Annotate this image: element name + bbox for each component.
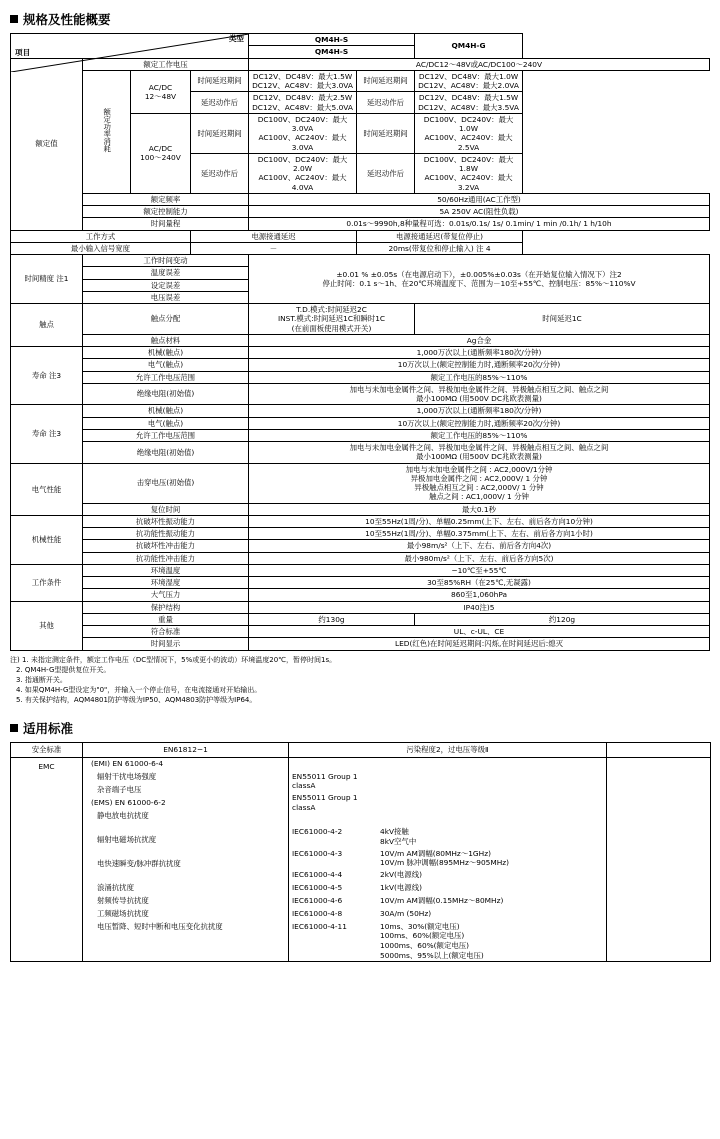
cell-vib-resist: 10至55Hz(1周/分)、单幅0.25mm(上下、左右、前后各方向10分钟) (249, 515, 710, 527)
emc-item: 静电放电抗扰度 (97, 810, 149, 820)
emc-value: 10V/m AM调幅(0.15MHz〜80MHz) (380, 895, 504, 905)
footnote-1: 注) 1. 未指定测定条件，额定工作电压（DC型情况下，5%或更小的波动）环境温度20℃，暂停时间1s。 (10, 655, 337, 664)
cell-power-g-3: DC100V、DC240V：最大1.0W AC100V、AC240V：最大2.5VA (415, 113, 523, 153)
standards-table (10, 742, 711, 962)
row-label-elec-life-1: 电气(触点) (83, 359, 249, 371)
cell-min-input-g: 20ms(带复位和停止输入) 注 4 (357, 242, 523, 254)
emc-item: 辐射干扰电场强度 (97, 771, 157, 781)
cell-reset-time: 最大0.1秒 (249, 503, 710, 515)
row-label-vib-resist: 抗破坏性振动能力 (83, 515, 249, 527)
bullet-square-icon-2 (10, 724, 18, 732)
footnote-2: 2. QM4H-G型提供复位开关。 (16, 665, 111, 674)
row-label-rated-working-voltage: 额定工作电压 (83, 58, 249, 70)
cell-contact-material: Ag合金 (249, 334, 710, 346)
row-label-contact-alloc: 触点分配 (83, 304, 249, 335)
row-label-shock-resist: 抗破坏性冲击能力 (83, 540, 249, 552)
label-after-delay-2: 延迟动作后 (191, 153, 249, 193)
footnotes (10, 655, 710, 706)
cell-time-range: 0.01s〜9990h,8种量程可选：0.01s/0.1s/ 1s/ 0.1min/ 1 min /0.1h/ 1 h/10h (249, 218, 710, 230)
emc-code: IEC61000-4-8 (292, 908, 343, 918)
corner-bottom-label: 项目 (15, 48, 31, 58)
emc-code: IEC61000-4-5 (292, 882, 343, 892)
row-label-work-time-var: 工作时间变动 (83, 255, 249, 267)
row-label-other: 其他 (11, 601, 83, 650)
cell-standards: UL、c-UL、CE (249, 626, 710, 638)
row-label-mech-life-2: 机械(触点) (83, 405, 249, 417)
row-label-elec-life-2: 电气(触点) (83, 417, 249, 429)
cell-time-accuracy (249, 255, 710, 304)
emc-item: 浪涌抗扰度 (97, 882, 134, 892)
cell-power-g-1: DC12V、DC48V：最大1.0W DC12V、AC48V：最大2.0VA (415, 70, 523, 92)
header-corner-cell (11, 34, 249, 59)
cell-work-mode-g: 电源接通延迟(带复位停止) (357, 230, 523, 242)
emc-item: 工频磁场抗扰度 (97, 908, 149, 918)
row-label-contact-material: 触点材料 (83, 334, 249, 346)
row-label-indicator: 时间显示 (83, 638, 249, 650)
emc-code: EN55011 Group 1 classA (292, 771, 358, 791)
std-blank-col (607, 757, 711, 962)
emc-value: 1kV(电源线) (380, 882, 422, 892)
cell-weight-s: 约130g (249, 613, 415, 625)
std-header-blank (607, 743, 711, 758)
emc-value: 10V/m AM调幅(80MHz〜1GHz) 10V/m 脉冲调幅(895MHz〜905MHz) (380, 848, 510, 868)
row-label-mech-perf: 机械性能 (11, 515, 83, 564)
cell-contact-alloc-s: T.D.模式:时间延迟2C INST.模式:时间延迟1C和瞬时1C (在前面板使用模式开关) (249, 304, 415, 335)
row-label-reset-time: 复位时间 (83, 503, 249, 515)
row-label-standards: 符合标准 (83, 626, 249, 638)
label-during-delay-1g: 时间延迟期间 (357, 70, 415, 92)
cell-atm: 860至1,060hPa (249, 589, 710, 601)
row-label-min-input: 最小输入信号宽度 (11, 242, 191, 254)
cell-indicator: LED(红色)在时间延迟期间:闪烁,在时间延迟后:熄灭 (249, 638, 710, 650)
emc-item: (EMS) EN 61000-6-2 (91, 797, 166, 807)
row-label-time-range: 时间量程 (83, 218, 249, 230)
spec-table (10, 33, 710, 651)
cell-shock-func: 最小980m/s²（上下、左右、前后各方向5次) (249, 552, 710, 564)
row-label-weight: 重量 (83, 613, 249, 625)
row-label-set-error: 设定误差 (83, 279, 249, 291)
emc-item: (EMI) EN 61000-6-4 (91, 758, 164, 768)
model-header-g: QM4H-G (415, 34, 523, 59)
row-label-rated-power: 额定功率消耗 (83, 70, 131, 193)
cell-power-g-4: DC100V、DC240V：最大1.8W AC100V、AC240V：最大3.2VA (415, 153, 523, 193)
row-label-work-mode: 工作方式 (11, 230, 191, 242)
cell-weight-g: 约120g (415, 613, 710, 625)
cell-power-s-1: DC12V、DC48V：最大1.5W DC12V、AC48V：最大3.0VA (249, 70, 357, 92)
row-label-contact: 触点 (11, 304, 83, 347)
cell-allow-volt-1: 额定工作电压的85%〜110% (249, 371, 710, 383)
row-label-rated-ctrl: 额定控制能力 (83, 206, 249, 218)
row-label-allow-volt-2: 允许工作电压范围 (83, 429, 249, 441)
row-label-mech-life-1: 机械(触点) (83, 347, 249, 359)
row-label-life-1: 寿命 注3 (11, 347, 83, 405)
emc-item: 电压暂降、短时中断和电压变化抗扰度 (97, 921, 223, 931)
cell-breakdown: 加电与未加电金属件之间 : AC2,000V/1分钟 异极加电金属件之间 : AC2,000V/ 1 分钟 异极触点相互之间 : AC2,000V/ 1 分钟 触点之间 : AC1,000V/ 1 分钟 (249, 463, 710, 503)
cell-power-s-2: DC12V、DC48V：最大2.5W DC12V、AC48V：最大5.0VA (249, 92, 357, 114)
cell-mech-life-1: 1,000万次以上(通断频率180次/分钟) (249, 347, 710, 359)
row-label-rated-freq: 额定频率 (83, 193, 249, 205)
model-header-s-2: QM4H-S (249, 46, 415, 58)
row-label-work-cond: 工作条件 (11, 564, 83, 601)
footnote-4: 4. 如果QM4H-G型设定为"0"，并输入一个停止信号，在电流接通对开始输出。 (16, 685, 262, 694)
emc-value: 2kV(电源线) (380, 869, 422, 879)
row-label-insulation-1: 绝缘电阻(初始值) (83, 383, 249, 405)
emc-value (377, 771, 606, 792)
cell-rated-working-voltage: AC/DC12〜48V或AC/DC100〜240V (249, 58, 710, 70)
label-after-delay-2g: 延迟动作后 (357, 153, 415, 193)
row-label-temp-error: 温度误差 (83, 267, 249, 279)
corner-top-label: 类型 (228, 34, 244, 43)
emc-code (289, 813, 377, 826)
model-header-s: QM4H-S (249, 34, 415, 46)
row-label-insulation-2: 绝缘电阻(初始值) (83, 442, 249, 464)
row-label-rated-value: 额定值 (11, 58, 83, 230)
footnote-5: 5. 有关保护结构，AQM4801防护等级为IP50、AQM4803防护等级为IP64。 (16, 696, 257, 705)
cell-contact-alloc-g: 时间延迟1C (415, 304, 710, 335)
emc-item: 射频传导抗扰度 (97, 895, 149, 905)
row-label-life-2: 寿命 注3 (11, 405, 83, 463)
accuracy-line-1: ±0.01 % ±0.05s（在电源启动下），±0.005%±0.03s（在开始复位输入情况下）注2 (336, 269, 622, 279)
emc-code (289, 758, 377, 771)
row-label-atm: 大气压力 (83, 589, 249, 601)
cell-shock-resist: 最小98m/s²（上下、左右、前后各方向4次) (249, 540, 710, 552)
cell-power-s-4: DC100V、DC240V：最大2.0W AC100V、AC240V：最大4.0VA (249, 153, 357, 193)
label-after-delay-1: 延迟动作后 (191, 92, 249, 114)
label-during-delay-2: 时间延迟期间 (191, 113, 249, 153)
row-label-vib-func: 抗功能性振动能力 (83, 528, 249, 540)
emc-items-col (83, 757, 289, 962)
cell-insulation-1: 加电与未加电金属件之间、异极加电金属件之间、异极触点相互之间、触点之间 最小100MΩ (用500V DC兆欧表测量) (249, 383, 710, 405)
emc-values-col (289, 757, 607, 962)
emc-value (377, 792, 606, 813)
cell-vib-func: 10至55Hz(1周/分)、单幅0.375mm(上下、左右、前后各方向1小时) (249, 528, 710, 540)
cell-mech-life-2: 1,000万次以上(通断频率180次/分钟) (249, 405, 710, 417)
cell-amb-hum: 30至85%RH（在25℃,无凝露) (249, 577, 710, 589)
emc-code: IEC61000-4-2 (292, 827, 343, 837)
emc-code: IEC61000-4-6 (292, 895, 343, 905)
std-header-pollution: 污染程度2，过电压等级Ⅱ (289, 743, 607, 758)
std-header-en: EN61812−1 (83, 743, 289, 758)
emc-code: IEC61000-4-3 (292, 848, 343, 858)
row-label-breakdown: 击穿电压(初始值) (83, 463, 249, 503)
row-label-acdc-12-48: AC/DC 12〜48V (131, 70, 191, 113)
cell-rated-freq: 50/60Hz通用(AC工作型) (249, 193, 710, 205)
cell-min-input-s: － (191, 242, 357, 254)
spec-section-title: 规格及性能概要 (10, 10, 710, 28)
emc-item: 辐射电磁场抗扰度 (97, 834, 157, 844)
emc-value: 30A/m (50Hz) (380, 908, 432, 918)
cell-work-mode-s: 电源接通延迟 (191, 230, 357, 242)
standards-section-title: 适用标准 (10, 719, 710, 737)
cell-elec-life-1: 10万次以上(额定控制能力时,通断频率20次/分钟) (249, 359, 710, 371)
row-label-volt-error: 电压误差 (83, 291, 249, 303)
footnote-3: 3. 指通断开关。 (16, 675, 67, 684)
row-label-time-accuracy: 时间精度 注1 (11, 255, 83, 304)
cell-elec-life-2: 10万次以上(额定控制能力时,通断频率20次/分钟) (249, 417, 710, 429)
label-after-delay-1g: 延迟动作后 (357, 92, 415, 114)
emc-value (377, 813, 606, 826)
emc-value: 10ms、30%(额定电压) 100ms、60%(额定电压) 1000ms、60%(额定电压) 5000ms、95%以上(额定电压) (380, 921, 484, 960)
accuracy-line-2: 停止时间：0.1 s〜1h、在20℃环境温度下、范围为－10至+55℃、控制电压：85%〜110%V (322, 279, 636, 288)
row-label-amb-temp: 环境温度 (83, 564, 249, 576)
cell-protection: IP40注)5 (249, 601, 710, 613)
row-label-protection: 保护结构 (83, 601, 249, 613)
std-emc-label: EMC (11, 757, 83, 962)
row-label-amb-hum: 环境湿度 (83, 577, 249, 589)
cell-power-s-3: DC100V、DC240V：最大3.0VA AC100V、AC240V：最大3.0VA (249, 113, 357, 153)
row-label-acdc-100-240: AC/DC 100〜240V (131, 113, 191, 193)
cell-power-g-2: DC12V、DC48V：最大1.5W DC12V、AC48V：最大3.5VA (415, 92, 523, 114)
emc-code: EN55011 Group 1 classA (292, 793, 358, 812)
emc-value (377, 758, 606, 771)
label-during-delay-2g: 时间延迟期间 (357, 113, 415, 153)
cell-amb-temp: −10℃至+55℃ (249, 564, 710, 576)
bullet-square-icon (10, 15, 18, 23)
emc-code: IEC61000-4-11 (292, 921, 347, 931)
cell-rated-ctrl: 5A 250V AC(阻性负载) (249, 206, 710, 218)
emc-item: 电快速瞬变/脉冲群抗扰度 (97, 858, 181, 868)
row-label-shock-func: 抗功能性冲击能力 (83, 552, 249, 564)
cell-insulation-2: 加电与未加电金属件之间、异极加电金属件之间、异极触点相互之间、触点之间 最小100MΩ (用500V DC兆欧表测量) (249, 442, 710, 464)
row-label-elec-perf: 电气性能 (11, 463, 83, 515)
emc-item: 杂音端子电压 (97, 784, 142, 794)
row-label-allow-volt-1: 允许工作电压范围 (83, 371, 249, 383)
emc-value: 4kV接触 8kV空气中 (380, 827, 417, 846)
label-during-delay-1: 时间延迟期间 (191, 70, 249, 92)
std-header-safety: 安全标准 (11, 743, 83, 758)
cell-allow-volt-2: 额定工作电压的85%〜110% (249, 429, 710, 441)
emc-code: IEC61000-4-4 (292, 869, 343, 879)
